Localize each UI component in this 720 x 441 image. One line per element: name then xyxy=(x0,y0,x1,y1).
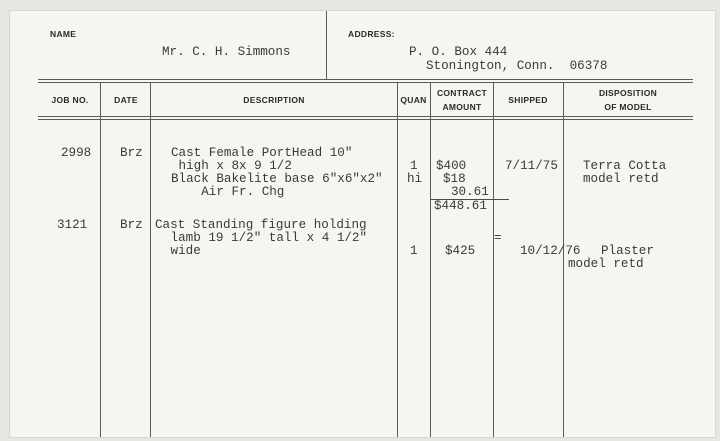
entry-2-shipped: 10/12/76 xyxy=(520,244,581,258)
entry-2-description-2: lamb 19 1/2" tall x 4 1/2" xyxy=(163,231,368,245)
entry-1-disposition-1: Terra Cotta xyxy=(583,159,667,173)
col-divider-6 xyxy=(563,82,564,437)
entry-1-amount-1: $400 xyxy=(436,159,467,173)
col-header-date: DATE xyxy=(114,95,138,105)
address-line-1: P. O. Box 444 xyxy=(409,45,508,59)
entry-1-description-3: Black Bakelite base 6"x6"x2" xyxy=(171,172,383,186)
entry-1-job-no: 2998 xyxy=(61,146,92,160)
entry-1-quan-1: 1 xyxy=(410,159,418,173)
col-header-amount: AMOUNT xyxy=(442,102,482,112)
entry-1-description-4: Air Fr. Chg xyxy=(171,185,285,199)
col-divider-3 xyxy=(397,82,398,437)
entry-1-amount-2: $18 xyxy=(443,172,466,186)
entry-2-description-1: Cast Standing figure holding xyxy=(155,218,367,232)
entry-1-disposition-2: model retd xyxy=(583,172,659,186)
address-label: ADDRESS: xyxy=(348,29,395,39)
col-header-of-model: OF MODEL xyxy=(604,102,652,112)
col-divider-5 xyxy=(493,82,494,437)
col-header-quan: QUAN xyxy=(400,95,427,105)
col-header-description: DESCRIPTION xyxy=(243,95,305,105)
column-rule-2 xyxy=(38,119,693,120)
col-divider-1 xyxy=(100,82,101,437)
col-header-job-no: JOB NO. xyxy=(51,95,89,105)
entry-1-shipped: 7/11/75 xyxy=(505,159,558,173)
entry-2-disposition-2: model retd xyxy=(568,257,644,271)
name-label: NAME xyxy=(50,29,77,39)
address-line-2: Stonington, Conn. 06378 xyxy=(426,59,608,73)
col-header-contract: CONTRACT xyxy=(436,88,488,98)
entry-1-quan-2: hi xyxy=(407,172,423,186)
col-header-disposition: DISPOSITION xyxy=(598,88,658,98)
entry-1-amount-3: 30.61 xyxy=(451,185,489,199)
col-header-shipped: SHIPPED xyxy=(508,95,548,105)
entry-1-description-1: Cast Female PortHead 10" xyxy=(171,146,353,160)
entry-2-description-3: wide xyxy=(163,244,201,258)
entry-2-shipped-mark: = xyxy=(494,231,502,245)
column-rule-1 xyxy=(38,116,693,117)
entry-2-amount: $425 xyxy=(445,244,476,258)
entry-2-quan: 1 xyxy=(410,244,418,258)
col-divider-4 xyxy=(430,82,431,437)
name-address-divider xyxy=(326,11,327,79)
customer-name: Mr. C. H. Simmons xyxy=(162,45,291,59)
record-card xyxy=(10,11,715,437)
entry-1-amount-total: $448.61 xyxy=(434,199,487,213)
entry-2-date: Brz xyxy=(120,218,143,232)
entry-2-job-no: 3121 xyxy=(57,218,88,232)
header-rule-top-2 xyxy=(38,82,693,83)
header-rule-top-1 xyxy=(38,79,693,80)
entry-1-description-2: high x 8x 9 1/2 xyxy=(171,159,292,173)
col-divider-2 xyxy=(150,82,151,437)
entry-1-date: Brz xyxy=(120,146,143,160)
entry-2-disposition-1: Plaster xyxy=(601,244,654,258)
